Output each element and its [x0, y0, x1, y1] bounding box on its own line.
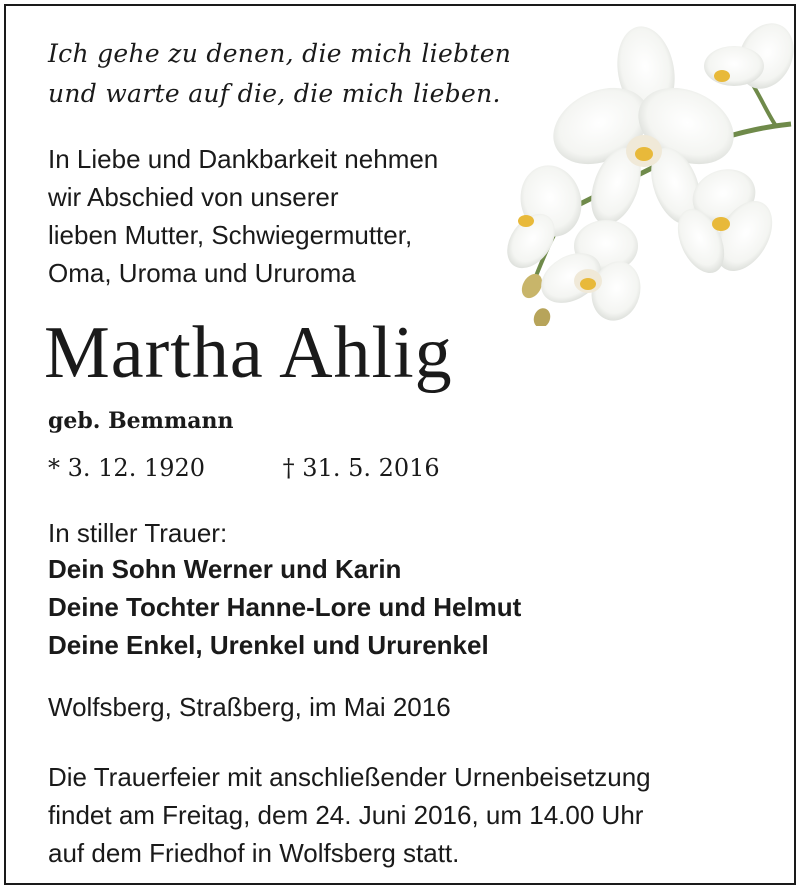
mourner-line: Deine Enkel, Urenkel und Ururenkel	[48, 630, 489, 660]
ceremony-line: Die Trauerfeier mit anschließender Urnenbeisetzung	[48, 762, 651, 792]
motto-line: Ich gehe zu denen, die mich liebten	[48, 39, 512, 68]
mourners-list	[48, 550, 521, 664]
intro-line: lieben Mutter, Schwiegermutter,	[48, 220, 413, 250]
motto-verse	[48, 34, 511, 114]
mourners-label: In stiller Trauer:	[48, 518, 228, 548]
place-and-date: Wolfsberg, Straßberg, im Mai 2016	[48, 692, 451, 722]
orchid-illustration	[496, 16, 796, 326]
death-date: † 31. 5. 2016	[282, 454, 440, 482]
life-dates	[48, 448, 440, 488]
mourner-line: Dein Sohn Werner und Karin	[48, 554, 402, 584]
orchid-flower-top	[704, 16, 796, 98]
obituary-frame	[4, 4, 796, 885]
ceremony-info	[48, 758, 651, 872]
intro-text	[48, 140, 438, 292]
ceremony-line: auf dem Friedhof in Wolfsberg statt.	[48, 838, 460, 868]
mourner-line: Deine Tochter Hanne-Lore und Helmut	[48, 592, 522, 622]
birth-date: * 3. 12. 1920	[48, 454, 206, 482]
motto-line: und warte auf die, die mich lieben.	[48, 79, 501, 108]
deceased-name: Martha Ahlig	[44, 312, 453, 394]
maiden-name: geb. Bemmann	[48, 408, 234, 434]
ceremony-line: findet am Freitag, dem 24. Juni 2016, um 14.00 Uhr	[48, 800, 644, 830]
intro-line: Oma, Uroma und Ururoma	[48, 258, 356, 288]
intro-line: In Liebe und Dankbarkeit nehmen	[48, 144, 439, 174]
intro-line: wir Abschied von unserer	[48, 182, 339, 212]
